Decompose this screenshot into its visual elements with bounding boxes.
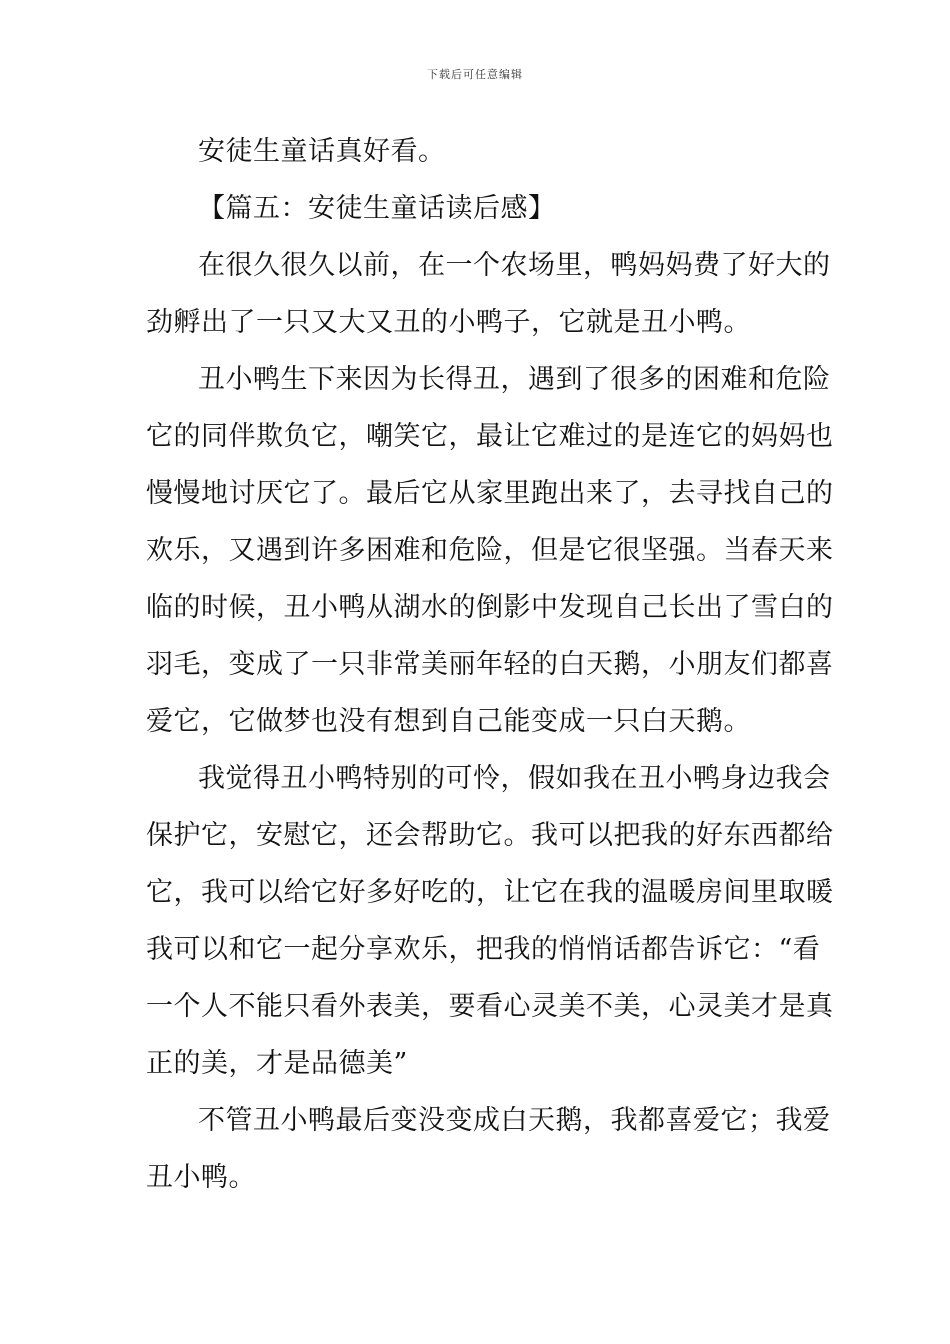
text-line: 丑小鸭。 bbox=[146, 1162, 256, 1193]
text-line: 正的美，才是品德美” bbox=[146, 1048, 408, 1079]
header-note: 下载后可任意编辑 bbox=[427, 68, 523, 81]
text-line: 欢乐，又遇到许多困难和危险，但是它很坚强。当春天来 bbox=[146, 535, 834, 566]
text-line: 慢慢地讨厌它了。最后它从家里跑出来了，去寻找自己的 bbox=[146, 478, 834, 509]
text-line: 我觉得丑小鸭特别的可怜，假如我在丑小鸭身边我会 bbox=[198, 763, 831, 794]
text-line: 安徒生童话真好看。 bbox=[198, 136, 446, 167]
text-line: 临的时候，丑小鸭从湖水的倒影中发现自己长出了雪白的 bbox=[146, 592, 834, 623]
text-line: 羽毛，变成了一只非常美丽年轻的白天鹅，小朋友们都喜 bbox=[146, 649, 834, 680]
text-line: 一个人不能只看外表美，要看心灵美不美，心灵美才是真 bbox=[146, 991, 834, 1022]
text-line: 在很久很久以前，在一个农场里，鸭妈妈费了好大的 bbox=[198, 250, 831, 281]
text-line: 我可以和它一起分享欢乐，把我的悄悄话都告诉它：“看 bbox=[146, 934, 821, 965]
text-line: 保护它，安慰它，还会帮助它。我可以把我的好东西都给 bbox=[146, 820, 834, 851]
text-line: 爱它，它做梦也没有想到自己能变成一只白天鹅。 bbox=[146, 706, 751, 737]
section-heading: 【篇五：安徒生童话读后感】 bbox=[198, 193, 556, 224]
text-line: 不管丑小鸭最后变没变成白天鹅，我都喜爱它；我爱 bbox=[198, 1105, 831, 1136]
text-line: 劲孵出了一只又大又丑的小鸭子，它就是丑小鸭。 bbox=[146, 307, 751, 338]
text-line: 它的同伴欺负它，嘲笑它，最让它难过的是连它的妈妈也 bbox=[146, 421, 834, 452]
text-line: 丑小鸭生下来因为长得丑，遇到了很多的困难和危险 bbox=[198, 364, 831, 395]
text-line: 它，我可以给它好多好吃的，让它在我的温暖房间里取暖 bbox=[146, 877, 834, 908]
